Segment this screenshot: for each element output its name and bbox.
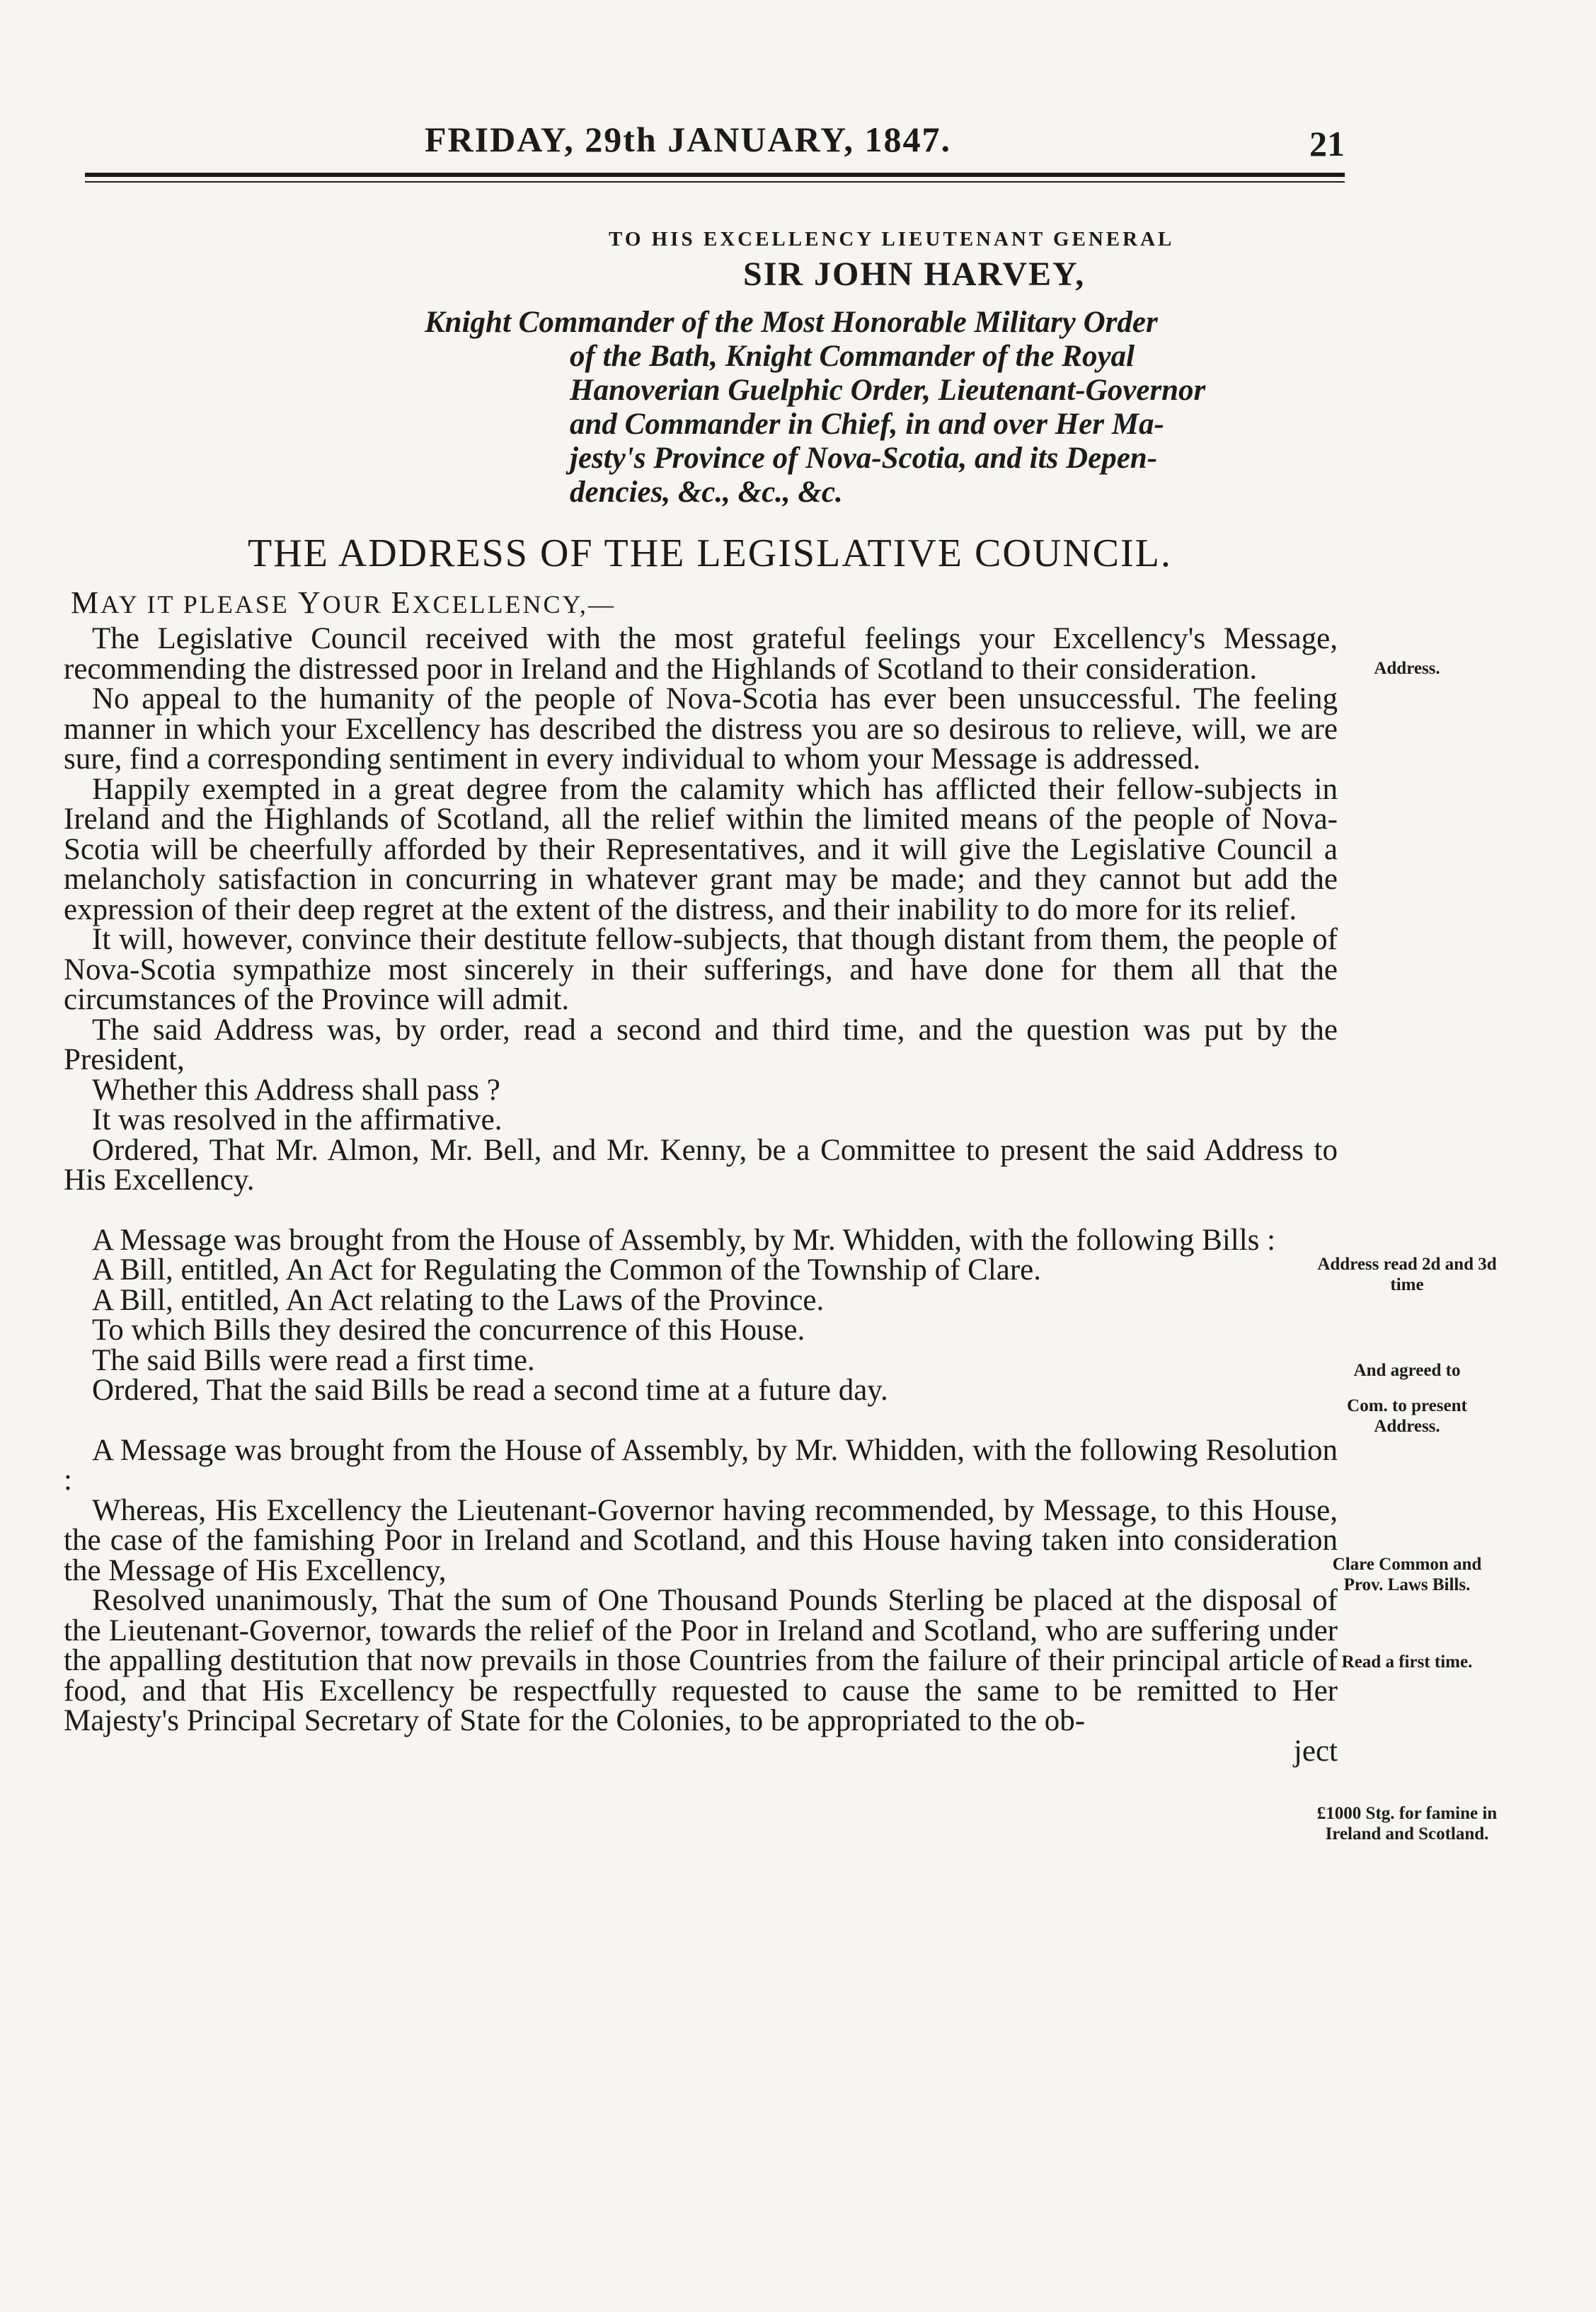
salutation-text: XCELLENCY,— bbox=[412, 590, 616, 619]
paragraph: A Message was brought from the House of Assembly, by Mr. Whidden, with the following Bills : bbox=[92, 1223, 1276, 1257]
body-text bbox=[64, 624, 1338, 1766]
margin-note: Address. bbox=[1374, 659, 1440, 678]
paragraph: To which Bills they desired the concurrence of this House. bbox=[92, 1313, 805, 1347]
address-to-line: TO HIS EXCELLENCY LIEUTENANT GENERAL bbox=[609, 228, 1175, 251]
margin-note: Address read 2d and 3d time bbox=[1317, 1255, 1497, 1294]
salutation-initial: M bbox=[71, 585, 101, 620]
paragraph: A Bill, entitled, An Act relating to the Laws of the Province. bbox=[92, 1283, 825, 1317]
paragraph: Happily exempted in a great degree from the calamity which has afflicted their fellow-subjects in Ireland and the Highlands of Scotland, all the relief within the limited means of the people of Nova-Scotia will be cheerfully afforded by their Representatives, and it will give the Legislative Council a melancholy satisfaction in concurring in whatever grant may be made; and they cannot but add the expression of their deep regret at the extent of the distress, and their inability to do more for its relief. bbox=[64, 772, 1338, 926]
document-title: THE ADDRESS OF THE LEGISLATIVE COUNCIL. bbox=[248, 531, 1172, 575]
margin-note: Read a first time. bbox=[1341, 1652, 1473, 1672]
header-rule-thin bbox=[85, 181, 1345, 183]
paragraph: Resolved unanimously, That the sum of One Thousand Pounds Sterling be placed at the disposal of the Lieutenant-Governor, towards the relief of the Poor in Ireland and Scotland, who are suffering under the appalling destitution that now prevails in those Countries from the failure of their principal article of food, and that His Excellency be respectfully requested to cause the same to be remitted to Her Majesty's Principal Secretary of State for the Colonies, to be appropriated to the ob- bbox=[64, 1584, 1338, 1737]
margin-note: Com. to present Address. bbox=[1347, 1396, 1467, 1436]
salutation-initial: E bbox=[391, 585, 413, 620]
margin-note: Clare Common and Prov. Laws Bills. bbox=[1332, 1555, 1482, 1594]
salutation-text: OUR bbox=[322, 590, 391, 619]
style-line: Hanoverian Guelphic Order, Lieutenant-Governor bbox=[570, 374, 1206, 407]
paragraph: Whereas, His Excellency the Lieutenant-Governor having recommended, by Message, to this House, the case of the famishing Poor in Ireland and Scotland, and this House having taken into consideration the Message of His Excellency, bbox=[64, 1493, 1338, 1587]
paragraph: The said Address was, by order, read a second and third time, and the question was put by the President, bbox=[64, 1013, 1338, 1076]
paragraph: The said Bills were read a first time. bbox=[92, 1343, 535, 1377]
style-line: jesty's Province of Nova-Scotia, and its Depen- bbox=[570, 442, 1158, 475]
addressee-style bbox=[425, 306, 1338, 510]
running-header bbox=[85, 119, 1345, 168]
paragraph: No appeal to the humanity of the people of Nova-Scotia has ever been unsuccessful. The feeling manner in which your Excellency has described the distress you are so desirous to relieve, will, we are sure, find a corresponding sentiment in every individual to whom your Message is addressed. bbox=[64, 682, 1338, 776]
style-line: and Commander in Chief, in and over Her Ma- bbox=[570, 408, 1164, 441]
paragraph: A Message was brought from the House of Assembly, by Mr. Whidden, with the following Resolution : bbox=[64, 1433, 1338, 1497]
header-date: FRIDAY, 29th JANUARY, 1847. bbox=[425, 120, 952, 159]
catchword: ject bbox=[1293, 1734, 1338, 1768]
salutation-initial: Y bbox=[297, 585, 323, 620]
header-rule-thick bbox=[85, 173, 1345, 177]
margin-note: £1000 Stg. for famine in Ireland and Scotland. bbox=[1316, 1804, 1498, 1844]
style-line: of the Bath, Knight Commander of the Royal bbox=[570, 340, 1135, 373]
margin-note: And agreed to bbox=[1353, 1361, 1461, 1380]
style-line: Knight Commander of the Most Honorable Military Order bbox=[425, 306, 1158, 339]
paragraph: Whether this Address shall pass ? bbox=[92, 1073, 500, 1107]
paragraph: A Bill, entitled, An Act for Regulating the Common of the Township of Clare. bbox=[92, 1253, 1041, 1287]
style-line: dencies, &c., &c., &c. bbox=[570, 476, 843, 509]
paragraph: Ordered, That the said Bills be read a second time at a future day. bbox=[92, 1374, 888, 1407]
paragraph: Ordered, That Mr. Almon, Mr. Bell, and Mr. Kenny, be a Committee to present the said Address to His Excellency. bbox=[64, 1133, 1338, 1197]
paragraph: It will, however, convince their destitute fellow-subjects, that though distant from them, the people of Nova-Scotia sympathize most sincerely in their sufferings, and have done for them all that the circumstances of the Province will admit. bbox=[64, 923, 1338, 1016]
salutation-text: AY IT PLEASE bbox=[101, 590, 298, 619]
page-number: 21 bbox=[1309, 124, 1345, 163]
paragraph: It was resolved in the affirmative. bbox=[92, 1103, 503, 1137]
paragraph: The Legislative Council received with the most grateful feelings your Excellency's Message, recommending the distressed poor in Ireland and the Highlands of Scotland to their consideration. bbox=[64, 622, 1338, 686]
addressee-name: SIR JOHN HARVEY, bbox=[743, 255, 1086, 293]
salutation bbox=[71, 585, 616, 621]
